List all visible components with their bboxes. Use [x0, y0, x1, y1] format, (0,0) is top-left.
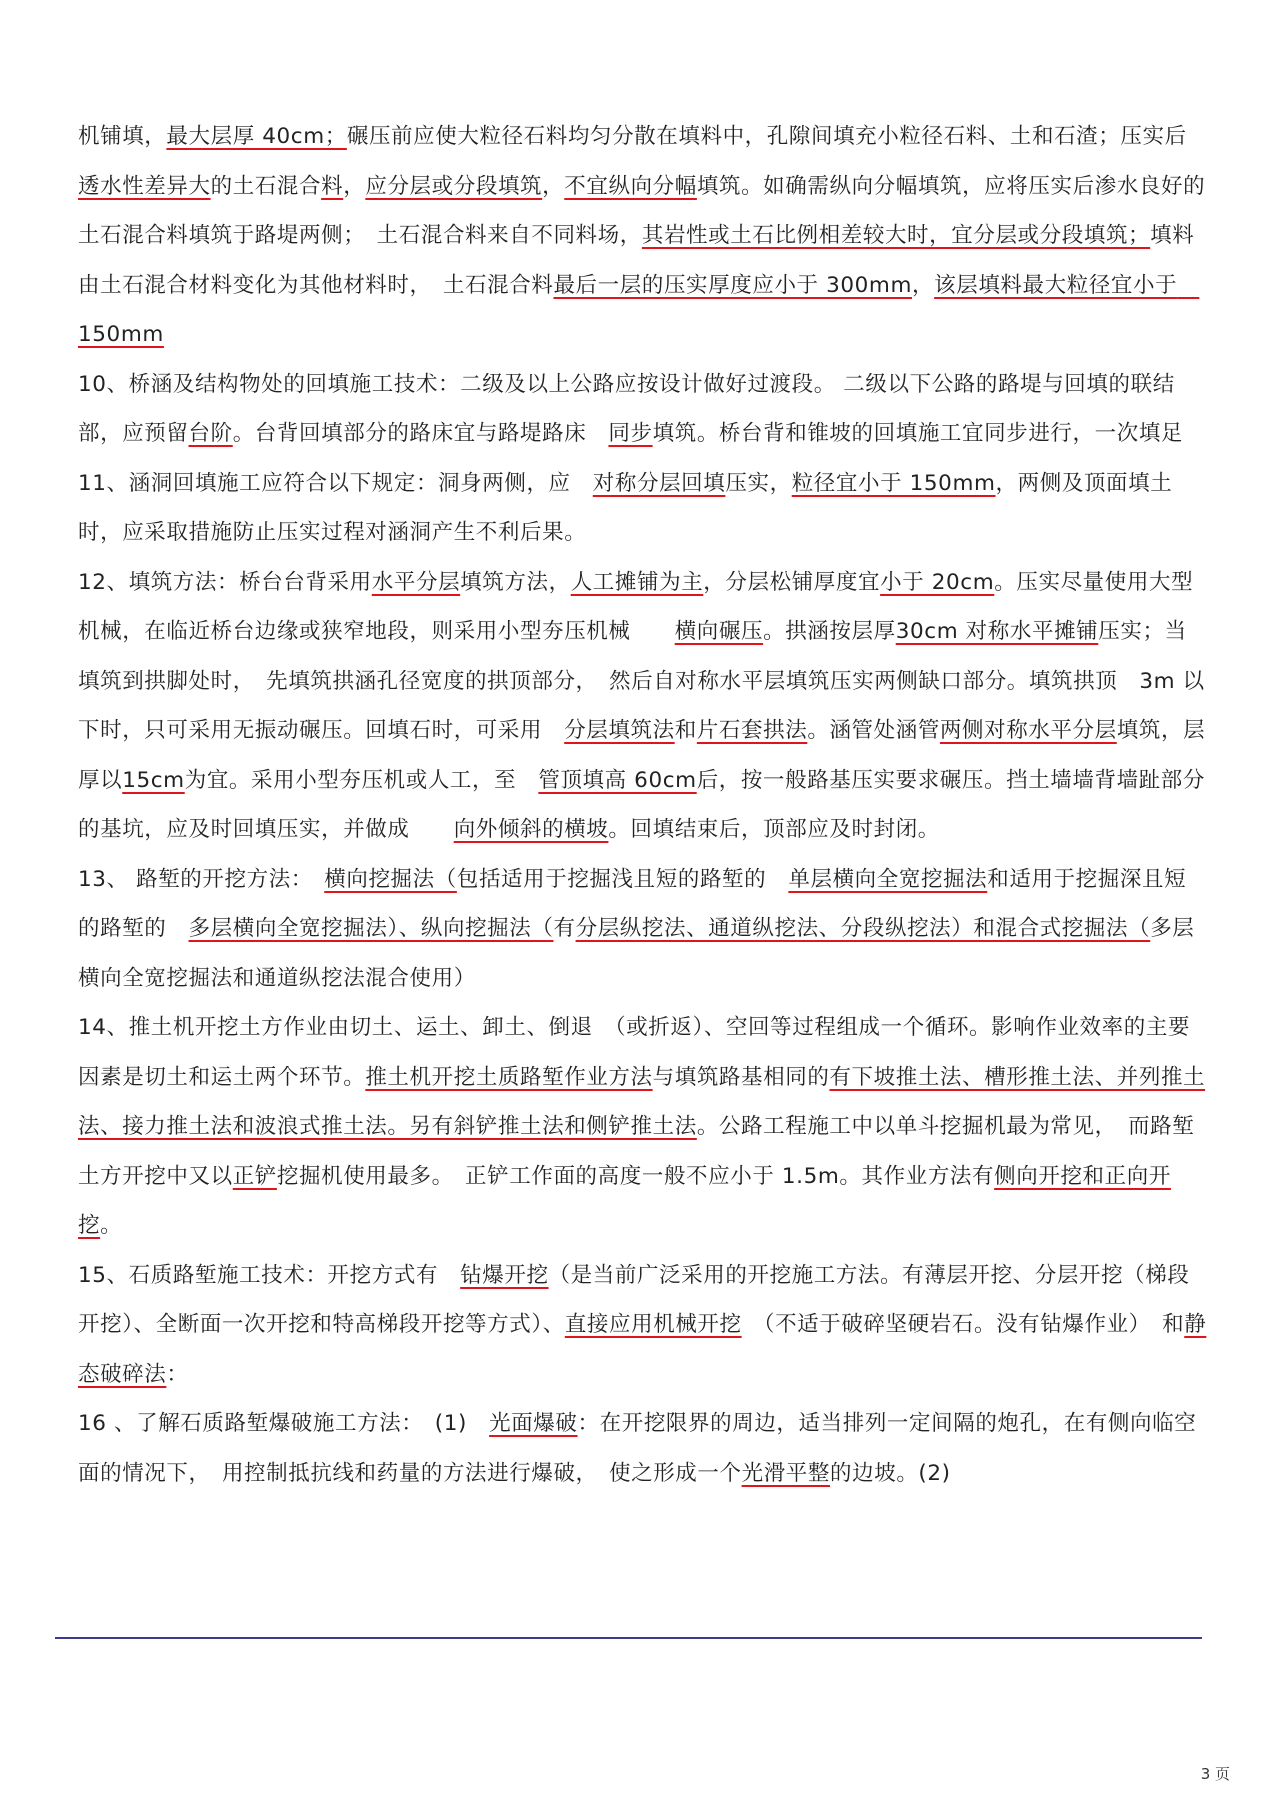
underlined-answer: 不宜纵向分幅 — [564, 173, 697, 199]
text-run: 机铺填， — [78, 124, 167, 149]
underlined-answer: 侧向开挖和正向开挖 — [78, 1163, 1171, 1238]
text-run: ， — [542, 173, 565, 199]
underlined-answer: 粒径宜小于 150mm — [791, 470, 996, 496]
text-run: 填筑。如确需纵向分幅填筑，应将压实后渗水良好的土石混合料填筑于路堤两侧； 土石混合料来自不同料场， — [78, 173, 1206, 248]
text-run: 15、石质路堑施工技术：开挖方式有 — [78, 1262, 461, 1288]
underlined-answer: 横向碾压 — [674, 619, 764, 644]
underlined-answer: 正铲 — [232, 1163, 277, 1189]
underlined-answer: 最后一层的压实厚度应小于 300mm — [553, 272, 913, 298]
underlined-answer: 30cm 对称水平摊铺 — [895, 619, 1099, 644]
text-run: 填筑方法， — [460, 569, 571, 595]
underlined-answer: 15cm — [122, 767, 185, 793]
underlined-answer: 该层填料最大粒径宜小于 150mm — [78, 272, 1200, 347]
underlined-answer: 多层横向全宽挖掘法）、纵向挖掘法（ — [188, 916, 554, 941]
underlined-answer: 两侧对称水平分层 — [939, 718, 1117, 743]
underlined-answer: 管顶填高 60cm — [538, 767, 697, 793]
underlined-answer: 向外倾斜的横坡 — [453, 817, 609, 842]
text-run: 挖掘机使用最多。 正铲工作面的高度一般不应小于 1.5m。其作业方法有 — [276, 1163, 995, 1189]
text-run: 后，按一般路基压实要求碾压。挡土墙墙背墙趾部分的基坑，应及时回填压实，并做成 — [78, 767, 1206, 842]
underlined-answer: 小于 20cm — [880, 569, 995, 595]
underlined-answer: 应分层或分段填筑 — [365, 173, 543, 199]
text-run: 多层横向全宽挖掘法和通道纵挖法混合使用） — [78, 916, 1195, 991]
footer-divider — [55, 1637, 1202, 1639]
underlined-answer: 单层横向全宽挖掘法 — [788, 866, 988, 892]
text-run: 11、涵洞回填施工应符合以下规定：洞身两侧，应 — [78, 470, 593, 496]
underlined-answer: 料 — [321, 173, 344, 199]
paragraph-p-13 — [78, 855, 1208, 1004]
text-run: 填筑。桥台背和锥坡的回填施工宜同步进行，一次填足 — [652, 421, 1184, 446]
text-run: 和 — [674, 718, 697, 743]
text-run: 。台背回填部分的路床宜与路堤路床 — [232, 421, 609, 446]
paragraph-p-11 — [78, 459, 1208, 558]
text-run: ： — [166, 1361, 189, 1387]
underlined-answer: 台阶 — [188, 421, 233, 446]
text-run: 和适用于挖掘深且短的路堑的 — [78, 866, 1187, 941]
underlined-answer: 其岩性或土石比例相差较大时，宜分层或分段填筑； — [641, 223, 1151, 248]
text-run: 填筑，层厚以 — [78, 718, 1206, 793]
text-run: 12、填筑方法：桥台台背采用 — [78, 569, 372, 595]
underlined-answer: 推土机开挖土质路堑作业方法 — [365, 1064, 653, 1090]
text-run: 10、桥涵及结构物处的回填施工技术：二级及以上公路应按设计做好过渡段。 二级以下公路的路堤与回填的联结部，应预留 — [78, 371, 1175, 446]
text-run: 16 、了解石质路堑爆破施工方法： (1) — [78, 1411, 490, 1436]
paragraph-p-14 — [78, 1003, 1208, 1251]
underlined-answer: 光滑平整 — [741, 1460, 831, 1486]
text-run: 碾压前应使大粒径石料均匀分散在填料中，孔隙间填充小粒径石料、土和石渣；压实后 — [346, 124, 1187, 149]
text-run: 。公路工程施工中以单斗挖掘机最为常见， 而路堑土方开挖中又以 — [78, 1114, 1195, 1189]
text-run: 填料由土石混合材料变化为其他材料时， 土石混合料 — [78, 223, 1195, 298]
text-run: ，分层松铺厚度宜 — [703, 569, 881, 595]
underlined-answer: 人工摊铺为主 — [570, 569, 704, 595]
text-run: ， — [912, 272, 935, 298]
text-run: ：在开挖限界的周边，适当排列一定间隔的炮孔，在有侧向临空面的情况下， 用控制抵抗线和药量的方法进行爆破， 使之形成一个 — [78, 1411, 1197, 1486]
underlined-answer: 光面爆破 — [489, 1411, 578, 1436]
text-run: 包括适用于挖掘浅且短的路堑的 — [456, 866, 789, 892]
text-run: 。拱涵按层厚 — [763, 619, 896, 644]
underlined-answer: 对称分层回填 — [592, 470, 726, 496]
paragraph-p-10 — [78, 360, 1208, 459]
underlined-answer: 静态破碎法 — [78, 1312, 1207, 1387]
paragraph-p-cont-9 — [78, 112, 1208, 360]
underlined-answer: 最大层厚 40cm； — [166, 124, 347, 149]
underlined-answer: 横向挖掘法（ — [324, 866, 457, 892]
text-run: 压实， — [725, 470, 792, 496]
paragraph-p-12 — [78, 558, 1208, 855]
text-run: 压实；当填筑到拱脚处时， 先填筑拱涵孔径宽度的拱顶部分， 然后自对称水平层填筑压实两侧缺口部分。填筑拱顶 3m 以下时，只可采用无振动碾压。回填石时，可采用 — [78, 619, 1205, 743]
text-run: （是当前广泛采用的开挖施工方法。有薄层开挖、分层开挖（梯段开挖）、全断面一次开挖和特高梯段开挖等方式）、 — [78, 1262, 1190, 1337]
text-run: 。涵管处涵管 — [807, 718, 940, 743]
underlined-answer: 水平分层 — [371, 569, 461, 595]
underlined-answer: 透水性差异大 — [78, 173, 211, 199]
text-run: 。压实尽量使用大型机械，在临近桥台边缘或狭窄地段，则采用小型夯压机械 — [78, 569, 1194, 644]
text-run: （不适于破碎坚硬岩石。没有钻爆作业） 和 — [741, 1312, 1185, 1337]
paragraph-p-15 — [78, 1251, 1208, 1400]
underlined-answer: 钻爆开挖 — [460, 1262, 549, 1288]
page-number: 3 页 — [1200, 1765, 1230, 1783]
text-run: 的土石混合 — [210, 173, 322, 199]
text-run: ， — [343, 173, 366, 199]
underlined-answer: 直接应用机械开挖 — [564, 1312, 742, 1337]
text-run: 的边坡。(2) — [830, 1460, 951, 1486]
underlined-answer: 分层填筑法 — [564, 718, 675, 743]
underlined-answer: 有下坡推土法、槽形推土法、并列推土法、接力推土法和波浪式推土法。另有斜铲推土法和侧铲推土法 — [78, 1064, 1206, 1139]
text-run: 与填筑路基相同的 — [652, 1064, 830, 1090]
text-run: 。 — [100, 1213, 123, 1238]
underlined-answer: 片石套拱法 — [696, 718, 808, 743]
text-run: 。回填结束后，顶部应及时封闭。 — [608, 817, 940, 842]
body-text — [78, 112, 1208, 1498]
underlined-answer: 分层纵挖法、通道纵挖法、分段纵挖法）和混合式挖掘法（ — [575, 916, 1151, 941]
text-run: ，两侧及顶面填土时，应采取措施防止压实过程对涵洞产生不利后果。 — [78, 470, 1173, 545]
paragraph-p-16 — [78, 1399, 1208, 1498]
text-run: 有 — [553, 916, 576, 941]
underlined-answer: 同步 — [608, 421, 653, 446]
text-run: 13、 路堑的开挖方法： — [78, 866, 325, 892]
text-run: 为宜。采用小型夯压机或人工，至 — [184, 767, 539, 793]
text-run: 14、推土机开挖土方作业由切土、运土、卸土、倒退 （或折返）、空回等过程组成一个循环。影响作业效率的主要因素是切土和运土两个环节。 — [78, 1015, 1191, 1090]
